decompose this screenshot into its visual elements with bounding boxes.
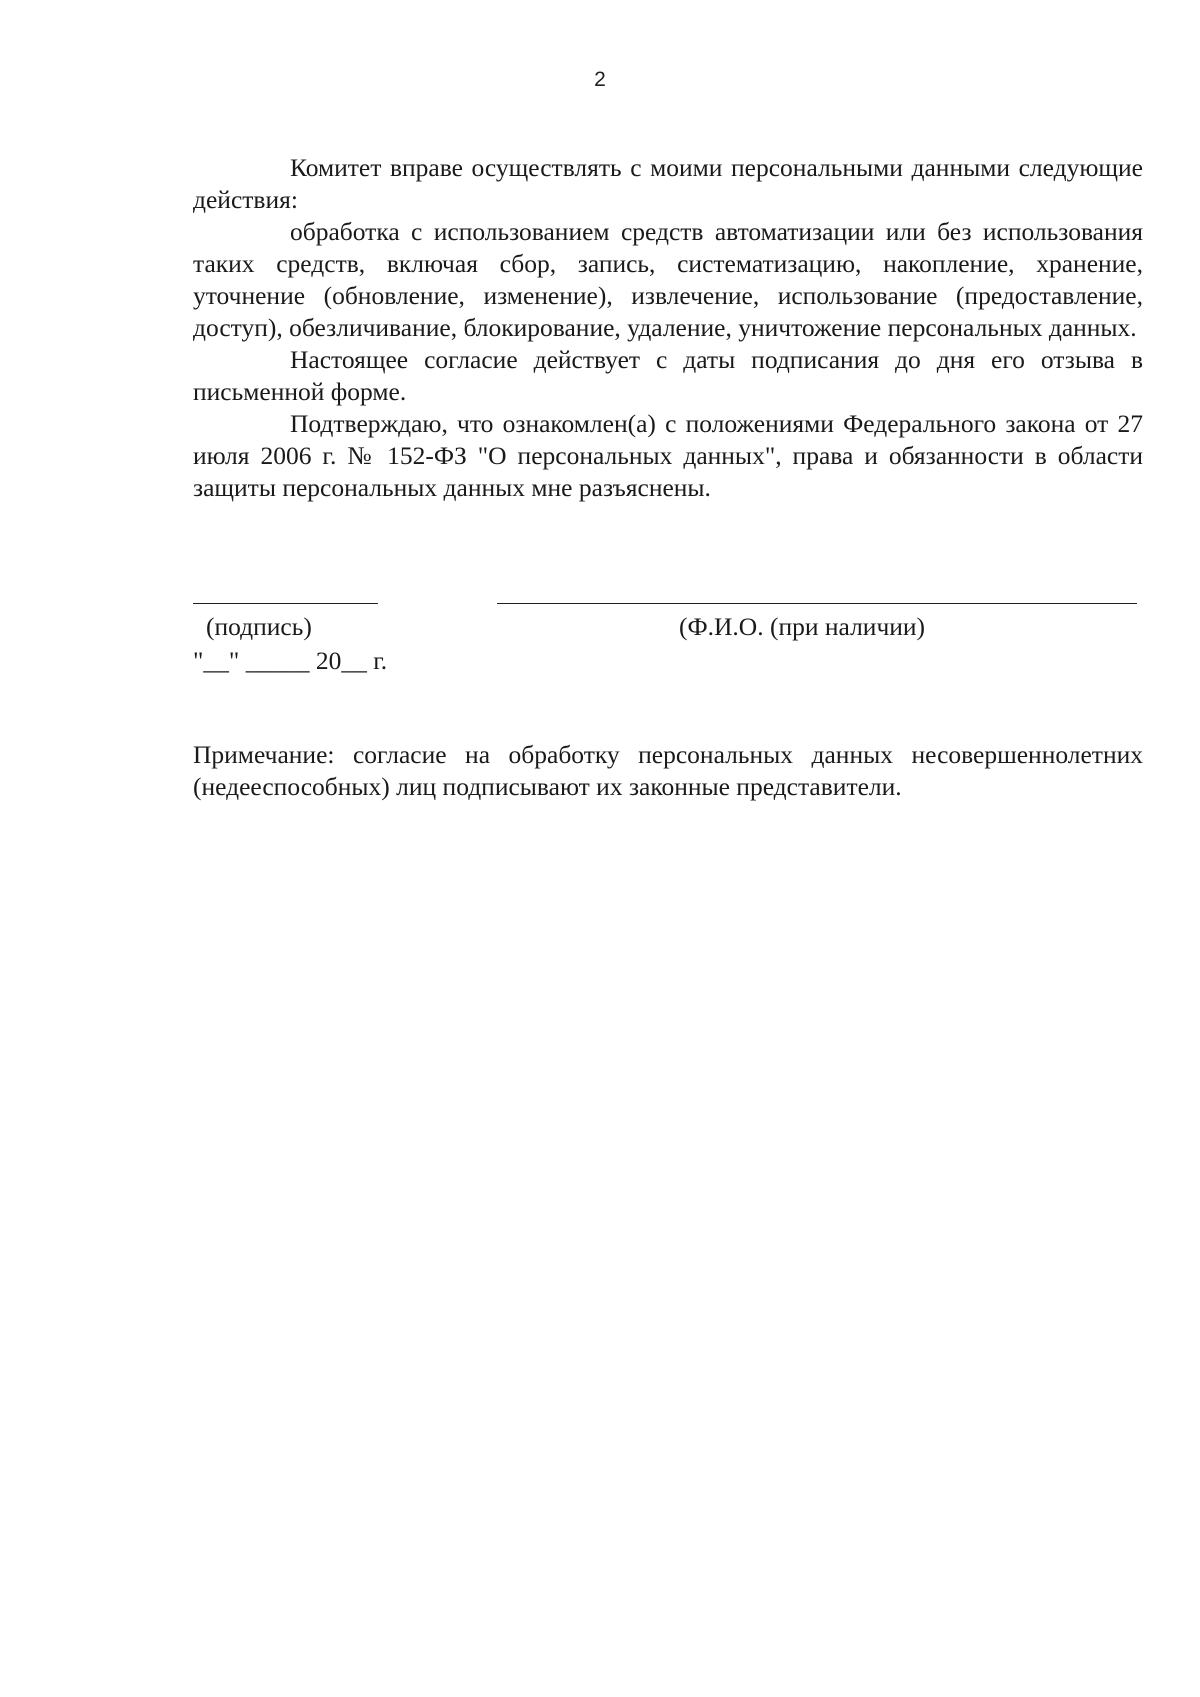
full-name-line [497, 603, 1137, 604]
paragraph-confirmation: Подтверждаю, что ознакомлен(а) с положениями Федерального закона от 27 июля 2006 г. № 152-ФЗ "О персональных данных", права и обязанности в области защиты персональных данных мне разъяснены. [193, 409, 1143, 502]
full-name-caption: (Ф.И.О. (при наличии) [679, 612, 926, 641]
signature-caption: (подпись) [206, 612, 312, 641]
note-block [193, 739, 1143, 803]
paragraph-validity: Настоящее согласие действует с даты подписания до дня его отзыва в письменной форме. [193, 345, 1143, 406]
page-number: 2 [594, 68, 606, 91]
paragraph-actions-intro: Комитет вправе осуществлять с моими персональными данными следующие действия: [193, 153, 1143, 214]
paragraph-processing-list: обработка с использованием средств автоматизации или без использования таких средств, включая сбор, запись, систематизацию, накопление, хранение, уточнение (обновление, изменение), извлечение, использование (предоставление, доступ), обезличивание, блокирование, удаление, уничтожение персональных данных. [193, 217, 1143, 342]
consent-body [193, 152, 1143, 504]
date-line: "__" _____ 20__ г. [193, 646, 388, 675]
signature-line [193, 603, 378, 604]
note-text: Примечание: согласие на обработку персональных данных несовершеннолетних (недееспособных) лиц подписывают их законные представители. [193, 740, 1143, 801]
